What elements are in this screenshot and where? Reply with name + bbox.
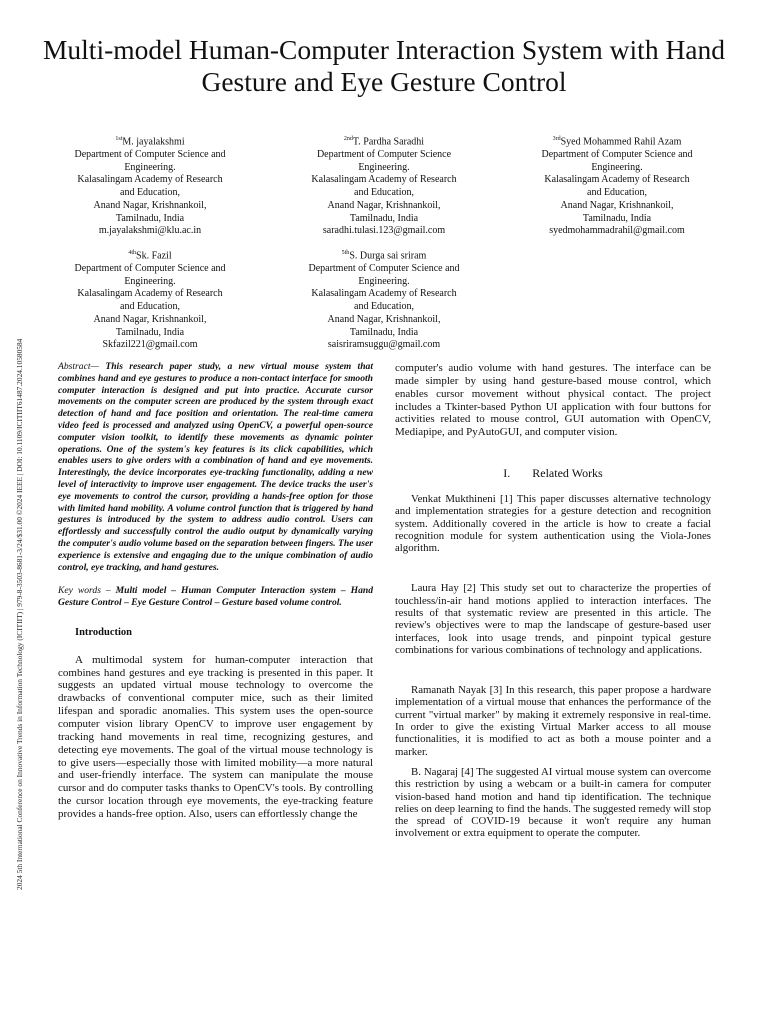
- abstract: [58, 361, 373, 573]
- author-dept: Engineering.: [124, 275, 176, 287]
- author-address: Anand Nagar, Krishnankoil,: [327, 313, 441, 325]
- right-column: [395, 362, 711, 840]
- author-institution: and Education,: [354, 301, 414, 313]
- author-name: T. Pardha Saradhi: [352, 136, 425, 148]
- author-institution: Kalasalingam Academy of Research: [77, 174, 223, 186]
- author-block-4: [50, 247, 250, 352]
- author-email: saradhi.tulasi.123@gmail.com: [322, 225, 446, 237]
- author-dept: Department of Computer Science and: [308, 263, 460, 275]
- section-title: Related Works: [532, 466, 603, 481]
- author-order: 1st: [115, 136, 123, 142]
- author-institution: Kalasalingam Academy of Research: [544, 174, 690, 186]
- author-dept: Department of Computer Science and: [74, 263, 226, 275]
- author-block-5: [284, 247, 484, 352]
- author-order: 3rd: [552, 136, 561, 142]
- author-block-2: [284, 133, 484, 238]
- abstract-label: Abstract—: [58, 361, 100, 372]
- author-address: Tamilnadu, India: [115, 326, 185, 338]
- left-column: [58, 361, 373, 821]
- author-email: saisriramsuggu@gmail.com: [327, 339, 441, 351]
- author-address: Tamilnadu, India: [115, 212, 185, 224]
- author-dept: Department of Computer Science and: [74, 149, 226, 161]
- author-name: Sk. Fazil: [136, 250, 172, 262]
- author-address: Anand Nagar, Krishnankoil,: [93, 313, 207, 325]
- author-order: 2nd: [343, 136, 353, 142]
- author-address: Anand Nagar, Krishnankoil,: [560, 199, 674, 211]
- related-work-paragraph: B. Nagaraj [4] The suggested AI virtual mouse system can overcome this restriction by using a webcam or a built-in camera for computer vision-based hand motion and hand tip identification. The technique relies on deep learning to find the hands. The suggested remedy will stop the spread of COVID-19 because it won't require any human involvement or extra equipment to operate the computer.: [395, 765, 711, 840]
- author-institution: and Education,: [587, 187, 647, 199]
- author-institution: Kalasalingam Academy of Research: [77, 288, 223, 300]
- keywords: [58, 585, 373, 609]
- author-institution: Kalasalingam Academy of Research: [311, 288, 457, 300]
- keywords-label: Key words –: [58, 585, 116, 597]
- introduction-continued: computer's audio volume with hand gestures. The interface can be made simpler by using hand gesture-based mouse control, which enables cursor movement without physical contact. The project includes a Tkinter-based Python UI application with four buttons for activities related to mouse control, GUI automation with OpenCV, Mediapipe, and PyAutoGUI, and computer vision.: [395, 362, 711, 439]
- related-work-paragraph: Laura Hay [2] This study set out to characterize the properties of touchless/in-air hand motions applied to interaction interfaces. The results of that systematic review are presented in this article. The review's objectives were to map the landscape of gesture-based user interfaces, look into usage trends, and pinpoint typical gesture combinations for various combinations of technology and applications.: [395, 582, 711, 656]
- author-email: syedmohammadrahil@gmail.com: [549, 225, 685, 237]
- author-institution: and Education,: [120, 301, 180, 313]
- author-block-3: [516, 133, 718, 238]
- author-institution: and Education,: [354, 187, 414, 199]
- abstract-text: This research paper study, a new virtual mouse system that combines hand and eye gestures to produce a non-contact interface for smooth computer interaction is designed and put into practice. Accurate cursor movements on the computer screen are produced by the system through exact detection of hand and face position and orientation. The real-time camera video feed is processed and analyzed using OpenCV, a powerful open-source computer vision toolkit, to identify these movements as dynamic pointer operations. One of the system's key features is its click capabilities, which enables users to give orders with a combination of hand and eye movements. Interestingly, the device incorporates eye-tracking functionality, adding a new level of interactivity to improve user engagement. The device tracks the user's eye movements to control the cursor, providing a hands-free option for those with limited hand mobility. A volume control function that is triggered by hand gestures is introduced by the system to address audio control. Users can effortlessly and successfully control the audio output by dynamically varying the computer's audio volume based on the separation between fingers. The user experience is extensive and engaging due to the unique combination of audio control, eye tracking, and hand gestures.: [58, 361, 373, 573]
- related-work-paragraph: Ramanath Nayak [3] In this research, this paper propose a hardware implementation of a virtual mouse that enhances the performance of the current "virtual marker" by making it extremely responsive in real-time. In order to give the existing Virtual Marker access to all mouse functionalities, it is modified to act as both a mouse pointer and a marker.: [395, 684, 711, 758]
- author-dept: Engineering.: [358, 161, 410, 173]
- author-address: Tamilnadu, India: [349, 326, 419, 338]
- section-number: I.: [503, 466, 511, 481]
- section-heading: [395, 467, 711, 480]
- author-name: M. jayalakshmi: [122, 136, 185, 148]
- author-institution: Kalasalingam Academy of Research: [311, 174, 457, 186]
- author-dept: Engineering.: [124, 161, 176, 173]
- author-dept: Engineering.: [358, 275, 410, 287]
- author-email: Skfazil221@gmail.com: [102, 339, 198, 351]
- introduction-text: A multimodal system for human-computer interaction that combines hand gestures and eye tracking is presented in this paper. It suggests an updated virtual mouse technology to overcome the drawbacks of conventional computer mice, such as their limited lifespan and sporadic anomalies. This system uses the open-source computer vision library OpenCV to improve user engagement by tracking hand movements in real time, recognizing gestures, and detecting eye movements. The goal of the virtual mouse technology is to give users—especially those with limited mobility—a more natural and user-friendly interface. The system can manipulate the mouse cursor and do computer tasks thanks to OpenCV's tools. By controlling the cursor location through eye movements, the eye-tracking feature provides a hands-free option. Also, users can effortlessly change the: [58, 653, 373, 820]
- author-order: 4th: [128, 250, 137, 256]
- author-address: Tamilnadu, India: [582, 212, 652, 224]
- introduction-heading: Introduction: [75, 626, 132, 638]
- author-block-1: [50, 133, 250, 238]
- sidebar-citation: 2024 5th International Conference on Innovative Trends in Information Technology (ICITIIT) | 979-8-3503-8681-3/24/$31.00 ©2024 IEEE | DOI: 10.1109/ICITIIT61487.2024.10580584: [15, 338, 24, 890]
- author-address: Tamilnadu, India: [349, 212, 419, 224]
- keywords-text: Multi model – Human Computer Interaction system – Hand Gesture Control – Eye Gesture Control – Gesture based volume control.: [58, 585, 373, 609]
- author-dept: Engineering.: [591, 161, 643, 173]
- paper-title: Multi-model Human-Computer Interaction System with Hand Gesture and Eye Gesture Control: [42, 34, 726, 97]
- related-work-paragraph: Venkat Mukthineni [1] This paper discusses alternative technology and implementation strategies for a gesture detection and recognition system. Additionally covered in the article is how to create a facial recognition module for system authentication using the Viola-Jones algorithm.: [395, 492, 711, 555]
- author-address: Anand Nagar, Krishnankoil,: [93, 199, 207, 211]
- author-order: 5th: [341, 250, 350, 256]
- author-dept: Department of Computer Science and: [541, 149, 693, 161]
- author-name: S. Durga sai sriram: [349, 250, 427, 262]
- author-dept: Department of Computer Science: [316, 149, 452, 161]
- author-email: m.jayalakshmi@klu.ac.in: [98, 225, 202, 237]
- author-name: Syed Mohammed Rahil Azam: [560, 136, 682, 148]
- author-address: Anand Nagar, Krishnankoil,: [327, 199, 441, 211]
- author-institution: and Education,: [120, 187, 180, 199]
